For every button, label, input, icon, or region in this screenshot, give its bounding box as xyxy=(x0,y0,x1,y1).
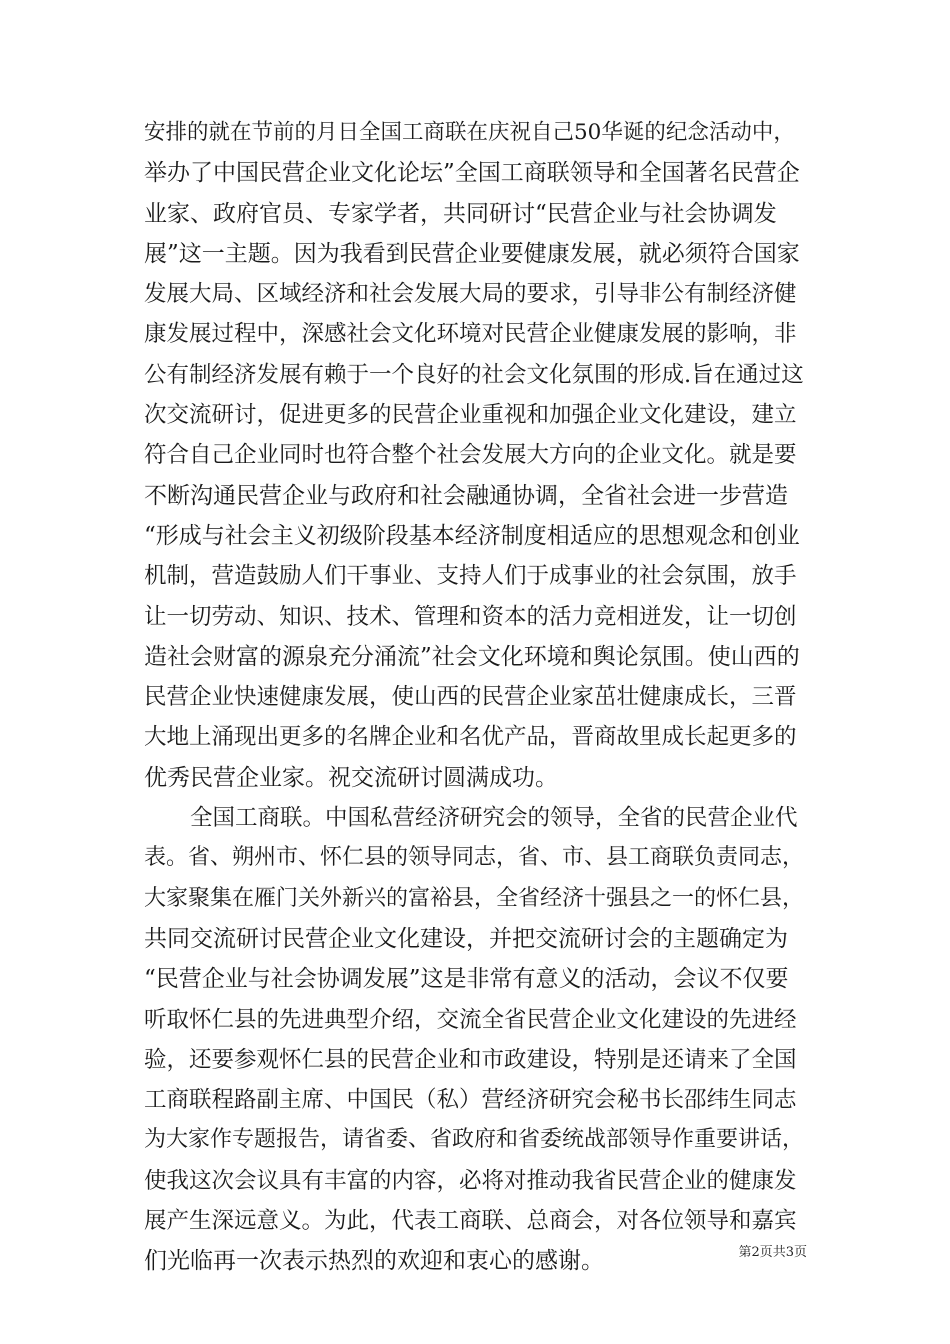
text-line: 工商联程路副主席、中国民（私）营经济研究会秘书长邵纬生同志 xyxy=(144,1087,797,1114)
text-line: “形成与社会主义初级阶段基本经济制度相适应的思想观念和创业 xyxy=(144,522,800,549)
text-line: 优秀民营企业家。祝交流研讨圆满成功。 xyxy=(144,764,558,791)
document-body xyxy=(144,113,809,1282)
paragraph-1 xyxy=(144,113,809,798)
text-line: 造社会财富的源泉充分涌流”社会文化环境和舆论氛围。使山西的 xyxy=(144,643,800,670)
text-line: 表。省、朔州市、怀仁县的领导同志，省、市、县工商联负责同志， xyxy=(144,845,805,871)
text-line: 大地上涌现出更多的名牌企业和名优产品，晋商故里成长起更多的 xyxy=(144,724,797,751)
text-line: 让一切劳动、知识、技术、管理和资本的活力竞相迸发，让一切创 xyxy=(144,603,797,630)
text-line: 符合自己企业同时也符合整个社会发展大方向的企业文化。就是要 xyxy=(144,442,797,469)
text-line: 康发展过程中，深感社会文化环境对民营企业健康发展的影响，非 xyxy=(144,321,797,348)
text-line: 大家聚集在雁门关外新兴的富裕县，全省经济十强县之一的怀仁县， xyxy=(144,885,805,911)
text-line: 们光临再一次表示热烈的欢迎和衷心的感谢。 xyxy=(144,1248,604,1275)
text-line: 举办了中国民营企业文化论坛”全国工商联领导和全国著名民营企 xyxy=(144,160,800,187)
text-line: 听取怀仁县的先进典型介绍，交流全省民营企业文化建设的先进经 xyxy=(144,1006,797,1033)
text-line: 公有制经济发展有赖于一个良好的社会文化氛围的形成.旨在通过这 xyxy=(144,361,804,388)
text-line: 发展大局、区域经济和社会发展大局的要求，引导非公有制经济健 xyxy=(144,281,797,308)
text-line: 业家、政府官员、专家学者，共同研讨“民营企业与社会协调发 xyxy=(144,200,777,227)
text-line: 使我这次会议具有丰富的内容，必将对推动我省民营企业的健康发 xyxy=(144,1167,797,1194)
text-line: 展”这一主题。因为我看到民营企业要健康发展，就必须符合国家 xyxy=(144,240,800,267)
text-line: 次交流研讨，促进更多的民营企业重视和加强企业文化建设，建立 xyxy=(144,402,797,429)
text-line: 全国工商联。中国私营经济研究会的领导，全省的民营企业代 xyxy=(190,805,798,832)
page-number: 第2页共3页 xyxy=(738,1245,807,1260)
text-line: 展产生深远意义。为此，代表工商联、总商会，对各位领导和嘉宾 xyxy=(144,1208,797,1235)
text-line: 机制，营造鼓励人们干事业、支持人们于成事业的社会氛围，放手 xyxy=(144,563,797,590)
text-line: 不断沟通民营企业与政府和社会融通协调，全省社会进一步营造 xyxy=(144,482,788,509)
text-line: 验，还要参观怀仁县的民营企业和市政建设，特别是还请来了全国 xyxy=(144,1046,797,1073)
text-line: 安排的就在节前的月日全国工商联在庆祝自己50华诞的纪念活动中， xyxy=(144,120,795,145)
paragraph-2 xyxy=(144,798,809,1282)
text-line: 民营企业快速健康发展，使山西的民营企业家茁壮健康成长，三晋 xyxy=(144,684,797,711)
text-line: 共同交流研讨民营企业文化建设，并把交流研讨会的主题确定为 xyxy=(144,925,788,952)
text-line: 为大家作专题报告，请省委、省政府和省委统战部领导作重要讲话， xyxy=(144,1127,805,1153)
text-line: “民营企业与社会协调发展”这是非常有意义的活动，会议不仅要 xyxy=(144,966,789,993)
